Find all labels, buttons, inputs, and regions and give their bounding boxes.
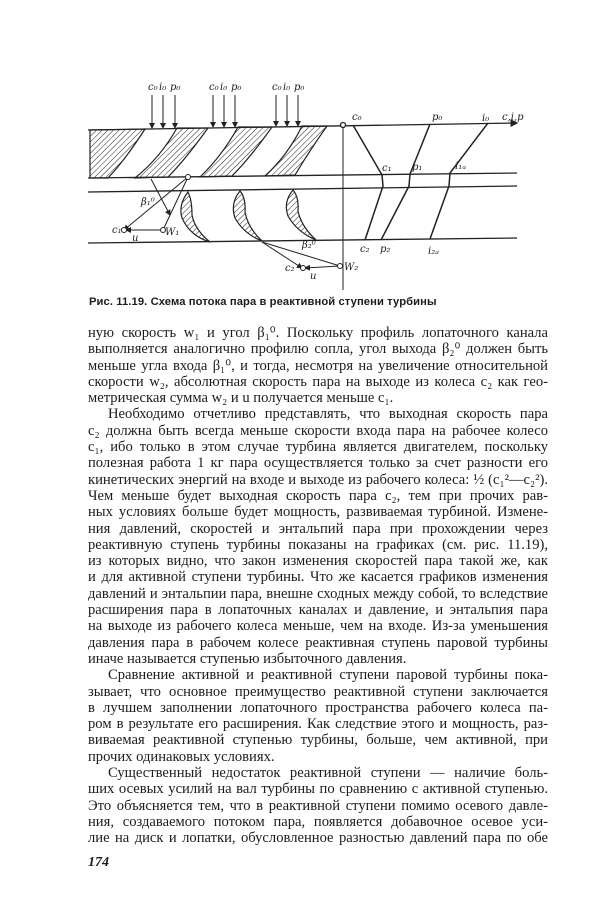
diagram-label: c₁ — [112, 225, 122, 236]
diagram-label: c₁ — [382, 163, 392, 174]
text-line: лие на диск и лопатки, обусловленное разностью давлений пара по обе — [88, 830, 548, 847]
diagram-label: i₁ₐ — [455, 161, 466, 172]
text-line: в лучшем заполнении лопаточного пространства рабочего колеса па- — [88, 699, 548, 716]
text-line: ром в результате его расширения. Как следствие этого и мощность, раз- — [88, 716, 548, 733]
diagram-label: c,i,p — [502, 112, 524, 123]
diagram-label: p₀ — [231, 82, 242, 93]
diagram-label: i₂ₐ — [428, 246, 439, 257]
mid-line-lower — [88, 186, 517, 192]
diagram-label: p₁ — [412, 162, 423, 173]
text-line: скорости w₂, абсолютная скорость пара на выходе из колеса c₂ как гео- — [88, 373, 548, 390]
figure-caption: Рис. 11.19. Схема потока пара в реактивной ступени турбины — [89, 296, 437, 308]
text-line: кинетических энергий на входе и выходе из рабочего колеса: ½ (c₁²—c₂²). — [88, 471, 548, 488]
text-line: ших осевых усилий на вал турбины по сравнению с активной ступенью. — [88, 781, 548, 798]
diagram-label: p₀ — [294, 82, 305, 93]
text-line: ную скорость w₁ и угол β₁⁰. Поскольку профиль лопаточного канала — [88, 325, 548, 341]
nozzle-blades — [90, 126, 327, 178]
text-line: реактивную ступень турбины показаны на графиках (см. рис. 11.19), — [88, 536, 548, 553]
text-line: полезная работа 1 кг пара осуществляется только за счет разности его — [88, 455, 548, 472]
diagram-label: i₀ — [283, 82, 291, 93]
text-line: ния, создаваемого потоком пара, появляется добавочное осевое уси- — [88, 813, 548, 830]
text-line: меньше угла входа β₁⁰, и тогда, несмотря на увеличение относительной — [88, 357, 548, 374]
diagram-label: i₀ — [220, 82, 228, 93]
diagram-label: W₂ — [344, 262, 359, 273]
text-line: выполняется аналогично профилю сопла, угол выхода β₂⁰ должен быть — [88, 341, 548, 358]
text-line: прочих одинаковых условиях. — [88, 748, 275, 765]
page-number: 174 — [88, 855, 109, 870]
rotor-blades — [181, 190, 316, 242]
diagram-label: p₂ — [380, 244, 391, 255]
diagram-label: c₂ — [360, 244, 370, 255]
diagram-label: c₀ — [272, 82, 282, 93]
diagram-label: c₀ — [209, 82, 219, 93]
parameter-graphs — [353, 123, 488, 240]
text-line: Существенный недостаток реактивной ступени — наличие боль- — [108, 765, 548, 782]
text-line: Чем меньше будет выходная скорость пара c₂, тем при прочих рав- — [88, 487, 548, 504]
text-line: расширения пара в лопаточных каналах и давление, и энтальпия пара — [88, 602, 548, 619]
text-line: c₁, ибо только в этом случае турбина является двигателем, поскольку — [88, 439, 548, 456]
diagram-label: c₂ — [285, 263, 295, 274]
diagram-labels — [112, 82, 524, 282]
text-line: ния давлений, скоростей и энтальпий пара при прохождении через — [88, 520, 548, 537]
diagram-label: p₀ — [432, 112, 443, 123]
turbine-stage-flow-diagram — [0, 0, 600, 300]
diagram-label: u — [132, 233, 139, 244]
text-line: на выходе из рабочего колеса меньше, чем на входе. Из-за уменьшения — [88, 618, 548, 635]
text-line: Сравнение активной и реактивной ступени паровой турбины пока- — [108, 667, 548, 684]
text-line: давлений и энтальпии пара, внешне сходных между собой, то вследствие — [88, 585, 548, 602]
text-line: c₂ должна быть всегда меньше скорости входа пара на рабочее колесо — [88, 422, 548, 439]
text-line: метрическая сумма w₂ и u получается меньше c₁. — [88, 390, 394, 407]
text-line: зывает, что основное преимущество реактивной ступени заключается — [88, 683, 548, 700]
text-line: из которых видно, что закон изменения скоростей пара такой же, как — [88, 553, 548, 570]
diagram-label: c₀ — [148, 82, 158, 93]
text-line: виваемая реактивной ступенью турбины, больше, чем активной, при — [88, 732, 548, 749]
text-line: ных условиях больше будет мощность, развиваемая турбиной. Измене- — [88, 504, 548, 521]
body-text — [88, 325, 548, 847]
diagram-label: u — [310, 271, 317, 282]
text-line: Необходимо отчетливо представлять, что выходная скорость пара — [108, 406, 548, 423]
text-line: иначе называется ступенью избыточного давления. — [88, 650, 407, 667]
text-line: и для активной ступени турбины. Что же касается графиков изменения — [88, 569, 548, 586]
diagram-label: p₀ — [170, 82, 181, 93]
diagram-label: i₀ — [159, 82, 167, 93]
diagram-label: i₀ — [482, 113, 490, 124]
text-line: Это объясняется тем, что в реактивной ступени помимо осевого давле- — [88, 797, 548, 814]
diagram-label: W₁ — [165, 227, 180, 238]
text-line: давления пара в рабочем колесе реактивная ступень паровой турбины — [88, 634, 548, 651]
diagram-label: β₁⁰ — [141, 197, 155, 208]
diagram-label: c₀ — [352, 112, 362, 123]
diagram-label: β₂⁰ — [302, 240, 316, 251]
